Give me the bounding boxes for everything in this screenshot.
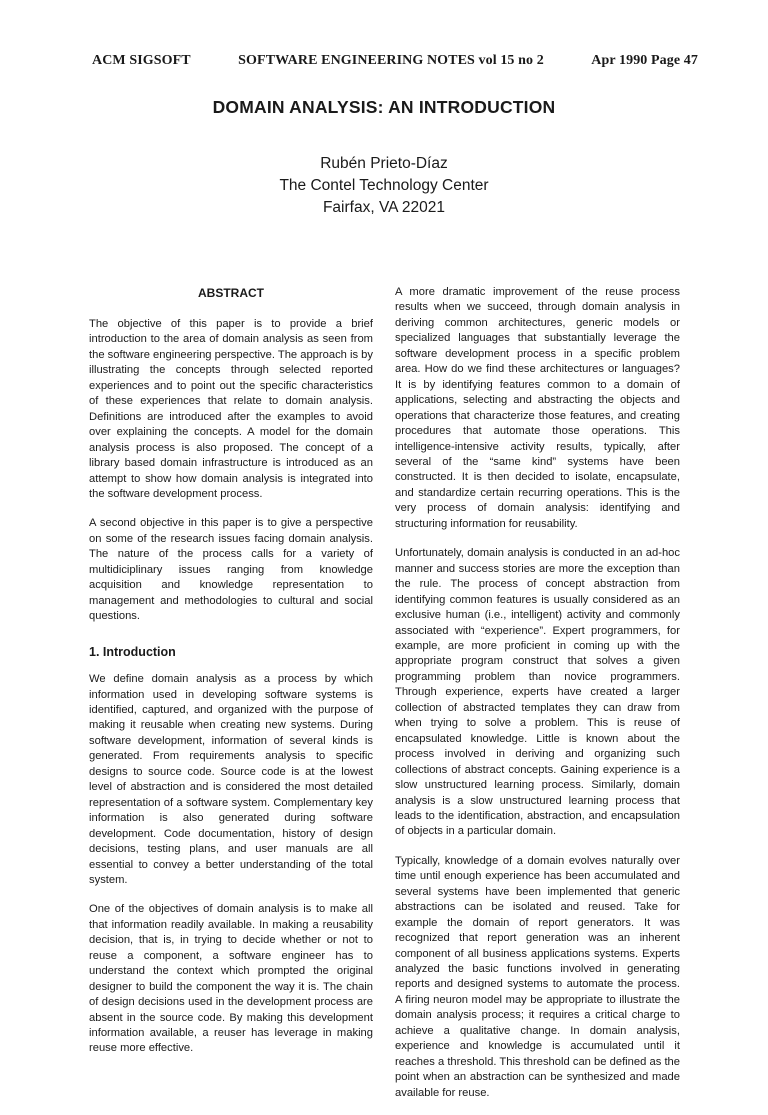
section-heading: 1. Introduction	[89, 644, 176, 659]
abstract-paragraph: A second objective in this paper is to give a perspective on some of the research issues facing domain analysis. The nature of the process calls for a variety of multidiciplinary issues ranging from knowledge acquisition and knowledge representation to management and methodologies to cultural and social questions.	[89, 517, 373, 623]
running-header	[92, 53, 698, 69]
header-left: ACM SIGSOFT	[92, 53, 191, 68]
abstract-heading: ABSTRACT	[198, 286, 264, 300]
header-center: SOFTWARE ENGINEERING NOTES vol 15 no 2	[238, 53, 544, 68]
body-paragraph: Unfortunately, domain analysis is conducted in an ad-hoc manner and success stories are more the exception than the rule. The process of concept abstraction from identifying common features is usually considered as an exclusive human (i.e., intelligent) activity and commonly associated with “experience”. Expert programmers, for example, are more proficient in coming up with the appropriate program construct that solves a given programming problem than novice programmers. Through experience, experts have created a larger collection of abstracted templates they can draw from when trying to solve a problem. This is reuse of encapsulated knowledge. Little is known about the process involved in deriving and organizing such collections of abstract concepts. Gaining experience is a slow unstructured learning process. Similarly, domain analysis is a slow unstructured learning process that leads to the identification, abstraction, and encapsulation of objects in a particular domain.	[395, 547, 680, 838]
right-column	[395, 285, 680, 1115]
author-name: Rubén Prieto-Díaz	[320, 155, 448, 172]
body-paragraph: One of the objectives of domain analysis is to make all that information readily available. In making a reusability decision, that is, in trying to decide whether or not to reuse a component, a software engineer has to understand the context which prompted the original designer to build the component the way it is. The chain of design decisions used in the development process are absent in the source code. By making this development information available, a reuser has leverage in making reuse more effective.	[89, 903, 373, 1055]
body-paragraph: A more dramatic improvement of the reuse process results when we succeed, through domain analysis in deriving common architectures, generic models or specialized languages that substantially leverage the software development process in a specific problem area. How do we find these architectures or languages? It is by identifying features common to a domain of applications, selecting and abstracting the objects and operations that characterize those features, and creating procedures that automate those operations. This intelligence-intensive activity results, typically, after several of the “same kind” systems have been constructed. It is then decided to isolate, encapsulate, and standardize certain recurring operations. This is the very process of domain analysis: identifying and structuring information for reusability.	[395, 286, 680, 530]
body-paragraph: We define domain analysis as a process by which information used in developing software systems is identified, captured, and organized with the purpose of making it reusable when creating new systems. During software development, information of several kinds is generated. From requirements analysis to specific designs to source code. Source code is at the lowest level of abstraction and is considered the most detailed representation of a software system. Complementary key information is also generated during software development. Code documentation, history of design decisions, testing plans, and user manuals are all essential to convey a better understanding of the total system.	[89, 673, 373, 886]
author-block	[0, 153, 768, 219]
abstract-paragraph: The objective of this paper is to provide a brief introduction to the area of domain analysis as seen from the software engineering perspective. The approach is by illustrating the concepts through selected reported experiences and to point out the specific characteristics of these experiences that relate to domain analysis. Definitions are introduced after the examples to avoid over explaining the concepts. A model for the domain analysis process is also proposed. The concept of a library based domain infrastructure is introduced as an attempt to show how domain analysis is integrated into the software development process.	[89, 318, 374, 500]
author-affiliation: The Contel Technology Center	[279, 177, 489, 194]
body-paragraph: Typically, knowledge of a domain evolves naturally over time until enough experience has been accumulated and several systems have been implemented that generic abstractions can be isolated and reused. Take for example the domain of report generators. It was recognized that report generation was an inherent component of all business applications systems. Experts analyzed the basic functions involved in generating reports and designed systems to automate the process. A firing neuron model may be appropriate to illustrate the domain analysis process; it requires a critical charge to achieve a qualitative change. In domain analysis, experience and knowledge is accumulated until it reaches a threshold. This threshold can be defined as the point when an abstraction can be synthesized and made available for reuse.	[395, 854, 680, 1099]
author-location: Fairfax, VA 22021	[322, 199, 446, 216]
header-right: Apr 1990 Page 47	[591, 53, 698, 68]
left-column	[89, 317, 373, 1071]
paper-title: DOMAIN ANALYSIS: AN INTRODUCTION	[212, 97, 556, 117]
